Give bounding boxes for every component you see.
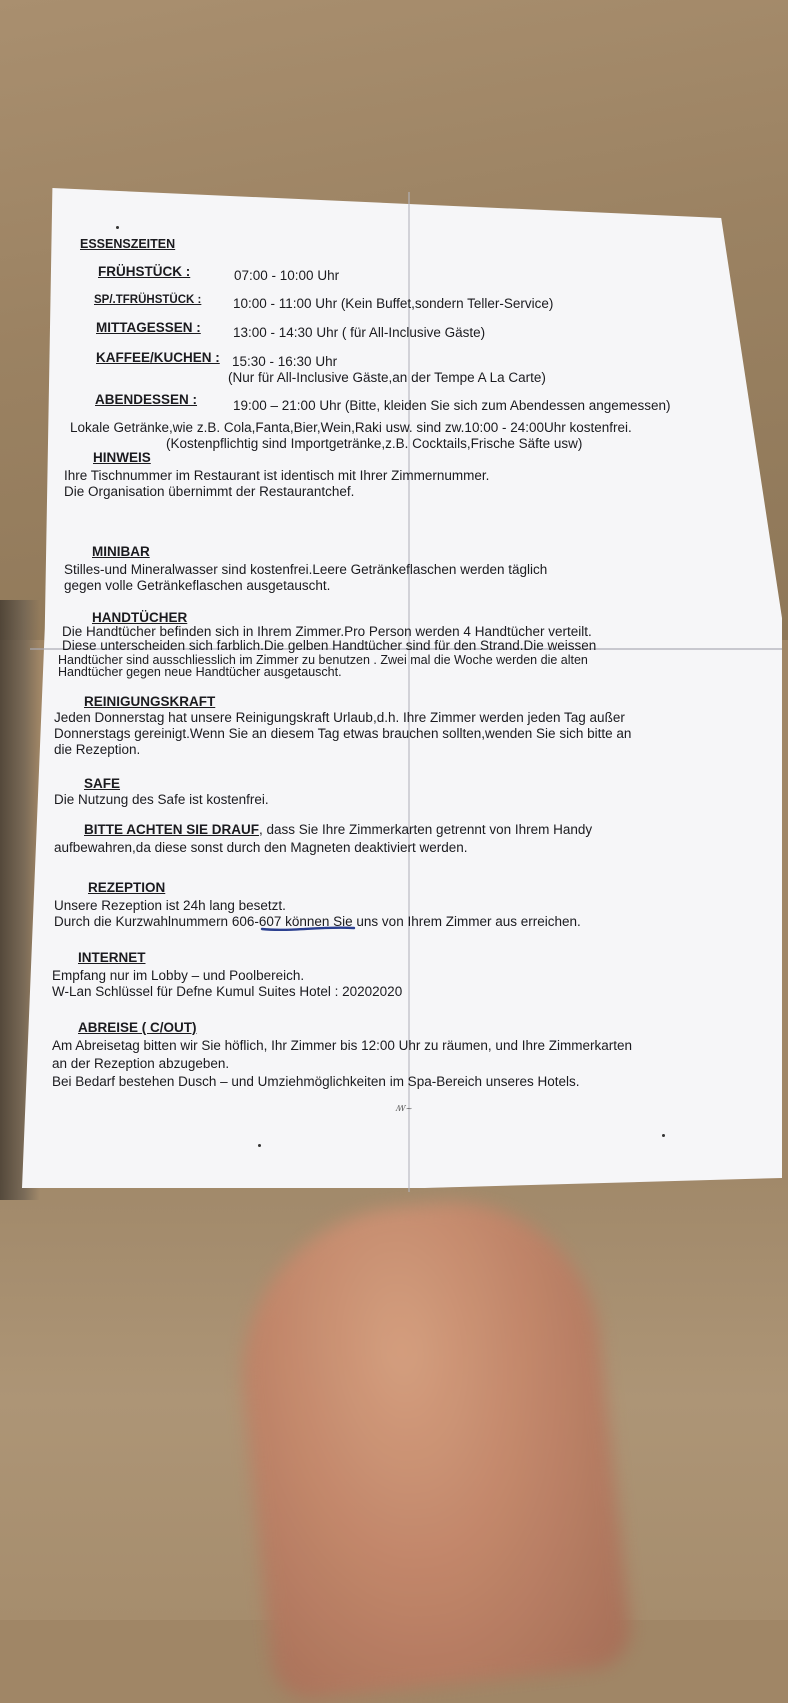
reinigung-line-1: Jeden Donnerstag hat unsere Reinigungskraft Urlaub,d.h. Ihre Zimmer werden jeden Tag außer	[54, 710, 625, 725]
reinigung-line-2: Donnerstags gereinigt.Wenn Sie an diesem Tag etwas brauchen sollten,wenden Sie sich bitte an	[54, 726, 632, 741]
heading-essenszeiten: ESSENSZEITEN	[80, 237, 176, 251]
heading-handtuecher: HANDTÜCHER	[92, 610, 188, 625]
heading-reinigungskraft: REINIGUNGSKRAFT	[84, 694, 216, 709]
meal-time-mittagessen: 13:00 - 14:30 Uhr ( für All-Inclusive Gäste)	[233, 325, 486, 340]
reinigung-line-3: die Rezeption.	[54, 742, 141, 757]
handtuecher-line-4: Handtücher gegen neue Handtücher ausgetauscht.	[58, 665, 342, 679]
speck-dot	[662, 1134, 665, 1137]
meal-time-abendessen: 19:00 – 21:00 Uhr (Bitte, kleiden Sie sich zum Abendessen angemessen)	[233, 398, 671, 413]
achten-line-1	[84, 822, 592, 838]
meal-note-kaffee: (Nur für All-Inclusive Gäste,an der Tempe A La Carte)	[228, 370, 546, 385]
speck-dot	[116, 226, 119, 229]
meal-label-mittagessen: MITTAGESSEN :	[96, 320, 201, 335]
drinks-line-2: (Kostenpflichtig sind Importgetränke,z.B. Cocktails,Frische Säfte usw)	[166, 436, 583, 451]
safe-line-1: Die Nutzung des Safe ist kostenfrei.	[54, 792, 269, 807]
abreise-line-3: Bei Bedarf bestehen Dusch – und Umziehmöglichkeiten im Spa-Bereich unseres Hotels.	[52, 1074, 580, 1089]
rezeption-line-1: Unsere Rezeption ist 24h lang besetzt.	[54, 898, 286, 913]
heading-abreise: ABREISE ( C/OUT)	[78, 1020, 197, 1035]
heading-safe: SAFE	[84, 776, 121, 791]
heading-hinweis: HINWEIS	[93, 450, 151, 465]
hinweis-line-1: Ihre Tischnummer im Restaurant ist identisch mit Ihrer Zimmernummer.	[64, 468, 490, 483]
minibar-line-1: Stilles-und Mineralwasser sind kostenfrei.Leere Getränkeflaschen werden täglich	[64, 562, 548, 577]
internet-line-2: W-Lan Schlüssel für Defne Kumul Suites Hotel : 20202020	[52, 984, 403, 999]
drinks-line-1: Lokale Getränke,wie z.B. Cola,Fanta,Bier,Wein,Raki usw. sind zw.10:00 - 24:00Uhr kostenfrei.	[70, 420, 632, 435]
achten-line-2: aufbewahren,da diese sonst durch den Magneten deaktiviert werden.	[54, 840, 468, 855]
achten-rest: , dass Sie Ihre Zimmerkarten getrennt von Ihrem Handy	[259, 822, 593, 837]
abreise-line-2: an der Rezeption abzugeben.	[52, 1056, 230, 1071]
speck-dot	[258, 1144, 261, 1147]
handtuecher-line-1: Die Handtücher befinden sich in Ihrem Zimmer.Pro Person werden 4 Handtücher verteilt.	[62, 624, 592, 639]
signature-scribble: ꟿ~	[396, 1104, 413, 1113]
handtuecher-line-3: Handtücher sind ausschliesslich im Zimmer zu benutzen . Zwei mal die Woche werden die alten	[58, 653, 588, 667]
rezeption-line-2: Durch die Kurzwahlnummern 606-607 können Sie uns von Ihrem Zimmer aus erreichen.	[54, 914, 581, 929]
meal-label-kaffee: KAFFEE/KUCHEN :	[96, 350, 220, 365]
abreise-line-1: Am Abreisetag bitten wir Sie höflich, Ihr Zimmer bis 12:00 Uhr zu räumen, und Ihre Zimmerkarten	[52, 1038, 632, 1053]
meal-time-kaffee: 15:30 - 16:30 Uhr	[232, 354, 338, 369]
hinweis-line-2: Die Organisation übernimmt der Restaurantchef.	[64, 484, 355, 499]
minibar-line-2: gegen volle Getränkeflaschen ausgetauscht.	[64, 578, 331, 593]
pen-underline-mark	[260, 924, 356, 932]
meal-label-fruehstueck: FRÜHSTÜCK :	[98, 264, 191, 279]
heading-minibar: MINIBAR	[92, 544, 150, 559]
heading-rezeption: REZEPTION	[88, 880, 166, 895]
meal-time-fruehstueck: 07:00 - 10:00 Uhr	[234, 268, 340, 283]
meal-label-spaetfruehstueck: SP/.TFRÜHSTÜCK :	[94, 294, 202, 306]
meal-time-spaetfruehstueck: 10:00 - 11:00 Uhr (Kein Buffet,sondern Teller-Service)	[233, 296, 554, 311]
meal-label-abendessen: ABENDESSEN :	[95, 392, 198, 407]
heading-bitte-achten: BITTE ACHTEN SIE DRAUF	[84, 822, 259, 837]
heading-internet: INTERNET	[78, 950, 146, 965]
internet-line-1: Empfang nur im Lobby – und Poolbereich.	[52, 968, 305, 983]
handtuecher-line-2: Diese unterscheiden sich farblich.Die gelben Handtücher sind für den Strand.Die weissen	[62, 638, 597, 653]
